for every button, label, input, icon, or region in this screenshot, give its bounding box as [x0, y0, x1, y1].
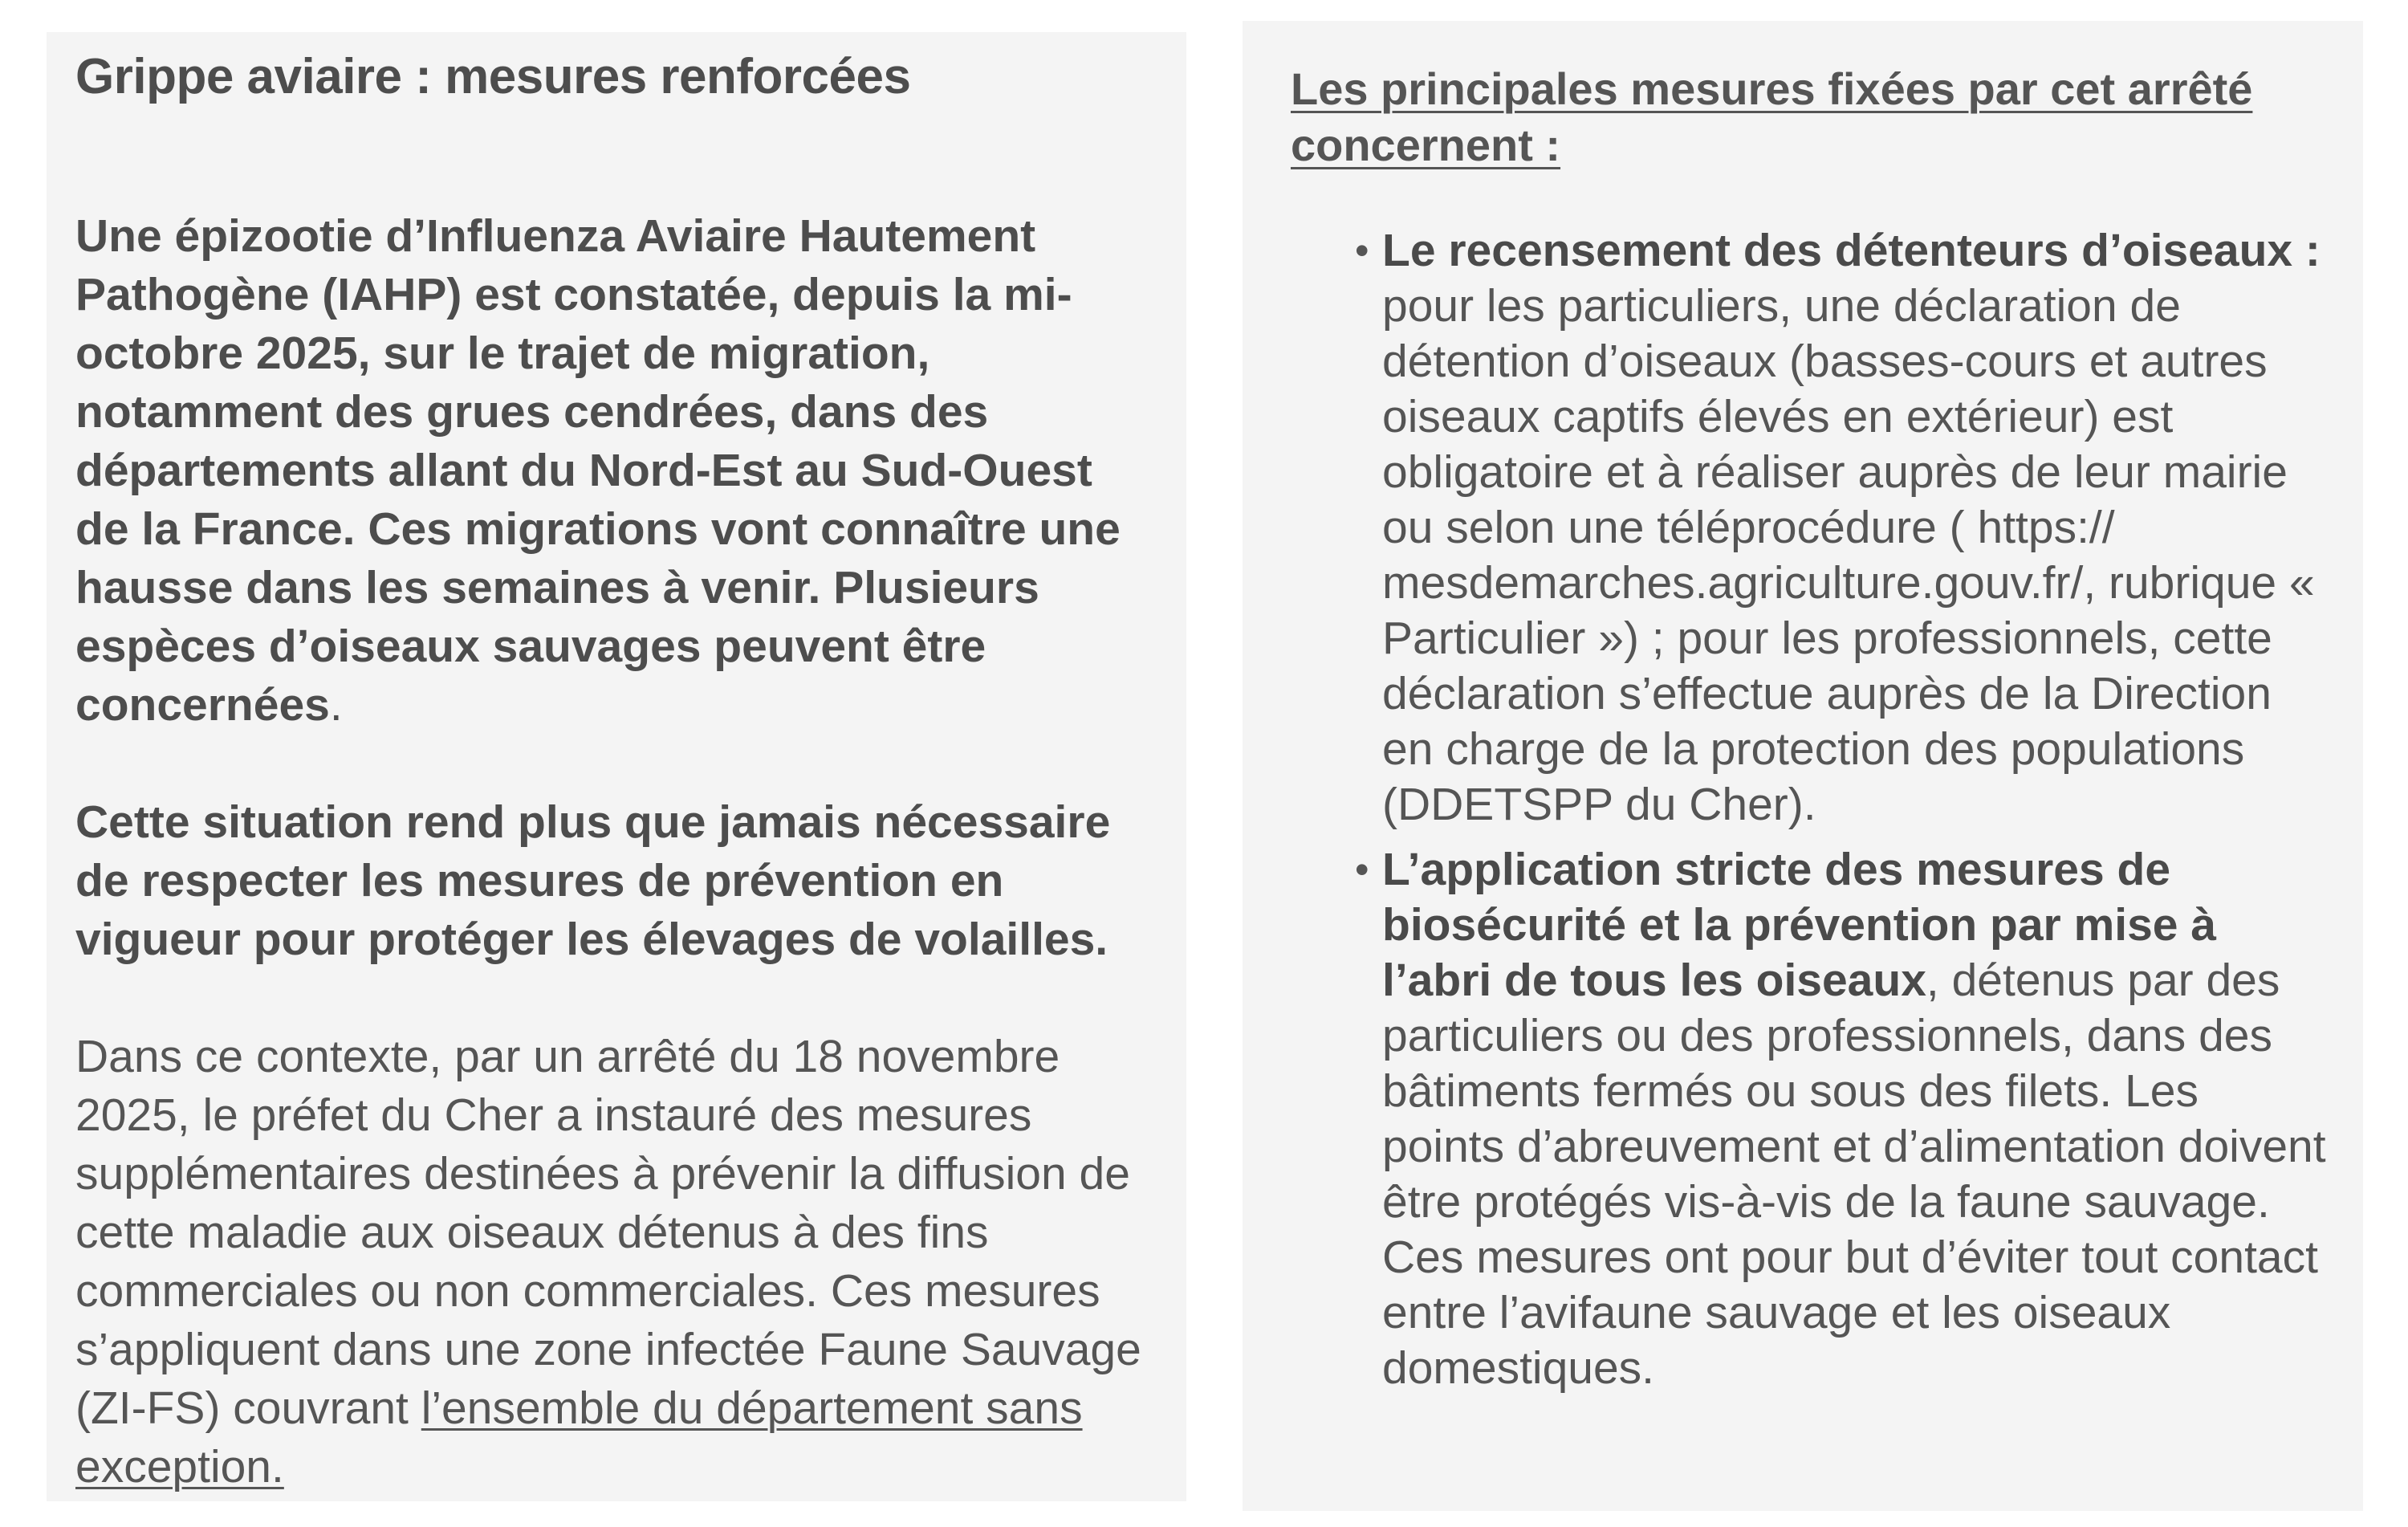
- list-item: [1355, 223, 2331, 833]
- intro-text: Une épizootie d’Influenza Aviaire Hautement Pathogène (IAHP) est constatée, depuis la mi-octobre 2025, sur le trajet de migration, notamment des grues cendrées, dans des départements allant du Nord-Est au Sud-Ouest de la France. Ces migrations vont connaître une hausse dans les semaines à venir. Plusieurs espèces d’oiseaux sauvages peuvent être concernées: [75, 210, 1121, 731]
- measure-title: L’application stricte des mesures de biosécurité et la prévention par mise à l’abri de tous les oiseaux: [1382, 844, 2217, 1006]
- zone-extent-link[interactable]: l’ensemble du département sans exception.: [75, 1382, 1083, 1493]
- left-column: [47, 32, 1186, 1501]
- list-item: [1355, 842, 2331, 1396]
- intro-paragraph: [75, 207, 1154, 735]
- right-column: [1243, 21, 2363, 1511]
- emphasis-paragraph: Cette situation rend plus que jamais nécessaire de respecter les mesures de prévention en vigueur pour protéger les élevages de volailles.: [75, 796, 1111, 966]
- intro-period: .: [329, 679, 343, 731]
- article-title: Grippe aviaire : mesures renforcées: [75, 49, 911, 104]
- measures-list: [1291, 223, 2331, 1396]
- context-text: Dans ce contexte, par un arrêté du 18 novembre 2025, le préfet du Cher a instauré des mesures supplémentaires destinées à prévenir la diffusion de cette maladie aux oiseaux détenus à des fins commerciales ou non commerciales. Ces mesures s’appliquent dans une zone infectée Faune Sauvage (ZI-FS) couvrant: [75, 1031, 1141, 1435]
- bullet-icon: •: [1355, 847, 1369, 892]
- measure-text: , détenus par des particuliers ou des professionnels, dans des bâtiments fermés ou sous des filets. Les points d’abreuvement et d’alimentation doivent être protégés vis-à-vis de la faune sauvage. Ces mesures ont pour but d’éviter tout contact entre l’avifaune sauvage et les oiseaux domestiques.: [1382, 955, 2326, 1394]
- measures-heading: Les principales mesures fixées par cet arrêté concernent :: [1291, 63, 2253, 170]
- measure-text: pour les particuliers, une déclaration de détention d’oiseaux (basses-cours et autres oiseaux captifs élevés en extérieur) est obligatoire et à réaliser auprès de leur mairie ou selon une téléprocédure ( https:// mesdemarches.agriculture.gouv.fr/, rubrique « Particulier ») ; pour les professionnels, cette déclaration s’effectue auprès de la Direction en charge de la protection des populations (DDETSPP du Cher).: [1382, 280, 2315, 830]
- measure-title: Le recensement des détenteurs d’oiseaux :: [1382, 225, 2321, 276]
- context-paragraph: [75, 1028, 1154, 1496]
- bullet-icon: •: [1355, 228, 1369, 273]
